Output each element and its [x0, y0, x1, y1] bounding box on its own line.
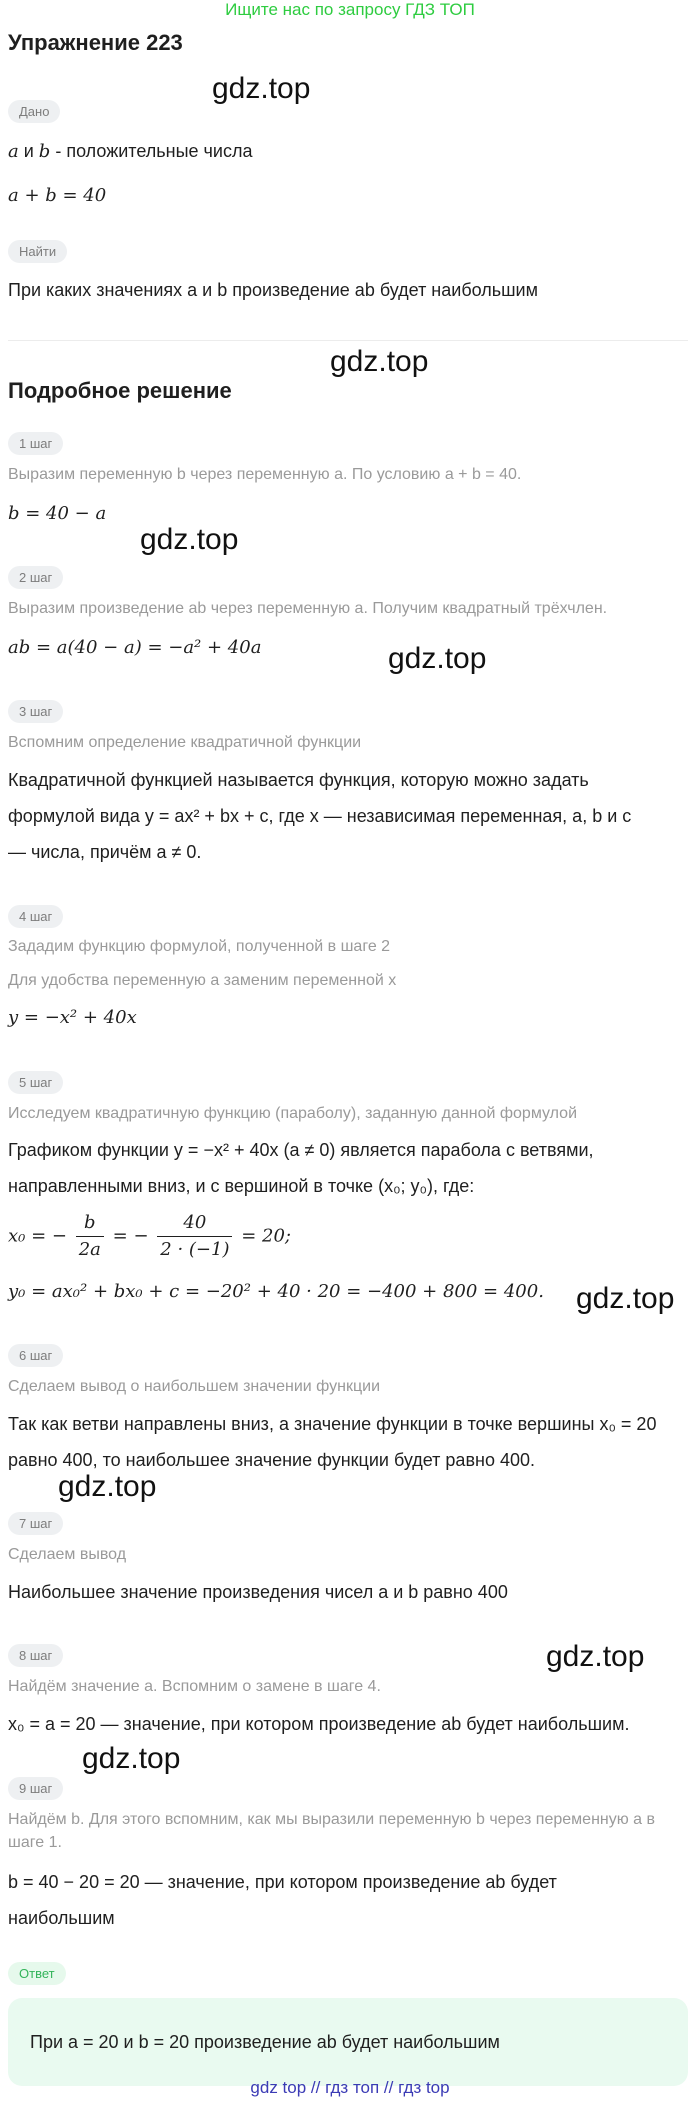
- step-8-note: Найдём значение a. Вспомним о замене в шаге 4.: [8, 1678, 381, 1695]
- step-5-y0-formula: y₀ = ax₀² + bx₀ + c = −20² + 40 · 20 = −400 + 800 = 400.: [8, 1281, 544, 1302]
- footer-links: gdz top // гдз топ // гдз top: [250, 2078, 450, 2097]
- section-divider: [8, 340, 688, 341]
- watermark: gdz.top: [546, 1640, 645, 1673]
- step-1-pill: 1 шаг: [8, 432, 63, 455]
- step-3-note: Вспомним определение квадратичной функции: [8, 734, 362, 751]
- watermark: gdz.top: [82, 1742, 181, 1775]
- step-9-text-2: наибольшим: [8, 1908, 115, 1928]
- given-line-1: [8, 133, 252, 170]
- step-6-text-2: равно 400, то наибольшее значение функции будет равно 400.: [8, 1450, 535, 1470]
- given-line-2: a + b = 40: [8, 185, 107, 206]
- given-var-a: a: [8, 141, 19, 162]
- page-title: Упражнение 223: [8, 30, 183, 55]
- given-label: [8, 100, 60, 123]
- x0-frac2-num: 40: [157, 1210, 232, 1237]
- step-1-label: [8, 432, 63, 455]
- solution-title: Подробное решение: [8, 378, 232, 403]
- watermark: gdz.top: [330, 345, 429, 378]
- step-4-formula: y = −x² + 40x: [8, 1007, 137, 1028]
- answer-text: При a = 20 и b = 20 произведение ab будет наибольшим: [30, 2032, 500, 2052]
- step-2-note: Выразим произведение ab через переменную a. Получим квадратный трёхчлен.: [8, 600, 608, 617]
- given-var-b: b: [38, 141, 51, 162]
- step-4-label: [8, 905, 63, 928]
- find-pill: Найти: [8, 240, 67, 263]
- x0-mid: = −: [112, 1225, 149, 1247]
- step-3-label: [8, 700, 63, 723]
- step-1-formula: b = 40 − a: [8, 503, 107, 524]
- step-7-label: [8, 1512, 63, 1535]
- step-6-pill: 6 шаг: [8, 1344, 63, 1367]
- x0-lhs: x₀ = −: [8, 1225, 67, 1247]
- step-2-formula: ab = a(40 − a) = −a² + 40a: [8, 637, 262, 658]
- x0-frac1-num: b: [76, 1210, 104, 1237]
- step-8-label: [8, 1644, 63, 1667]
- step-5-text-2: направленными вниз, и с вершиной в точке (x₀; y₀), где:: [8, 1176, 475, 1196]
- step-3-text-3: — числа, причём a ≠ 0.: [8, 842, 202, 862]
- step-3-text-2: формулой вида y = ax² + bx + c, где x — независимая переменная, a, b и c: [8, 806, 632, 826]
- step-6-label: [8, 1344, 63, 1367]
- step-6-text-1: Так как ветви направлены вниз, а значение функции в точке вершины x₀ = 20: [8, 1414, 657, 1434]
- x0-fraction-2: [157, 1210, 232, 1263]
- step-9-pill: 9 шаг: [8, 1777, 63, 1800]
- watermark: gdz.top: [140, 523, 239, 556]
- step-7-note: Сделаем вывод: [8, 1546, 127, 1563]
- x0-rhs: = 20;: [241, 1225, 291, 1247]
- step-5-note: Исследуем квадратичную функцию (параболу), заданную данной формулой: [8, 1105, 577, 1122]
- step-4-pill: 4 шаг: [8, 905, 63, 928]
- x0-frac1-den: 2a: [78, 1239, 101, 1260]
- find-text: При каких значениях a и b произведение ab будет наибольшим: [8, 280, 538, 300]
- step-5-label: [8, 1071, 63, 1094]
- step-9-note-2: шаге 1.: [8, 1834, 62, 1851]
- given-text: - положительные числа: [50, 141, 253, 161]
- watermark: gdz.top: [212, 72, 311, 105]
- step-8-pill: 8 шаг: [8, 1644, 63, 1667]
- step-2-label: [8, 566, 63, 589]
- answer-pill: Ответ: [8, 1962, 66, 1985]
- step-3-text-1: Квадратичной функцией называется функция, которую можно задать: [8, 770, 589, 790]
- step-1-note: Выразим переменную b через переменную a. По условию a + b = 40.: [8, 466, 522, 483]
- step-7-text-1: Наибольшее значение произведения чисел a и b равно 400: [8, 1582, 508, 1602]
- answer-label: [8, 1962, 66, 1985]
- x0-frac2-den: 2 · (−1): [160, 1239, 230, 1260]
- step-5-pill: 5 шаг: [8, 1071, 63, 1094]
- x0-fraction-1: [76, 1210, 104, 1263]
- step-5-text-1: Графиком функции y = −x² + 40x (a ≠ 0) является парабола с ветвями,: [8, 1140, 594, 1160]
- find-label: [8, 240, 67, 263]
- given-pill: Дано: [8, 100, 60, 123]
- step-4-note: Зададим функцию формулой, полученной в шаге 2: [8, 938, 391, 955]
- step-9-label: [8, 1777, 63, 1800]
- watermark: gdz.top: [576, 1282, 675, 1315]
- step-8-text-1: x₀ = a = 20 — значение, при котором произведение ab будет наибольшим.: [8, 1714, 630, 1734]
- watermark: gdz.top: [58, 1470, 157, 1503]
- top-banner: Ищите нас по запросу ГДЗ ТОП: [225, 0, 475, 19]
- step-2-pill: 2 шаг: [8, 566, 63, 589]
- step-9-text-1: b = 40 − 20 = 20 — значение, при котором произведение ab будет: [8, 1872, 557, 1892]
- step-9-note: Найдём b. Для этого вспомним, как мы выразили переменную b через переменную a в: [8, 1811, 656, 1828]
- step-3-pill: 3 шаг: [8, 700, 63, 723]
- given-and: и: [18, 141, 39, 161]
- step-5-x0-formula: [8, 1210, 291, 1263]
- watermark: gdz.top: [388, 642, 487, 675]
- step-7-pill: 7 шаг: [8, 1512, 63, 1535]
- step-4-note-2: Для удобства переменную a заменим переменной x: [8, 972, 397, 989]
- step-6-note: Сделаем вывод о наибольшем значении функции: [8, 1378, 381, 1395]
